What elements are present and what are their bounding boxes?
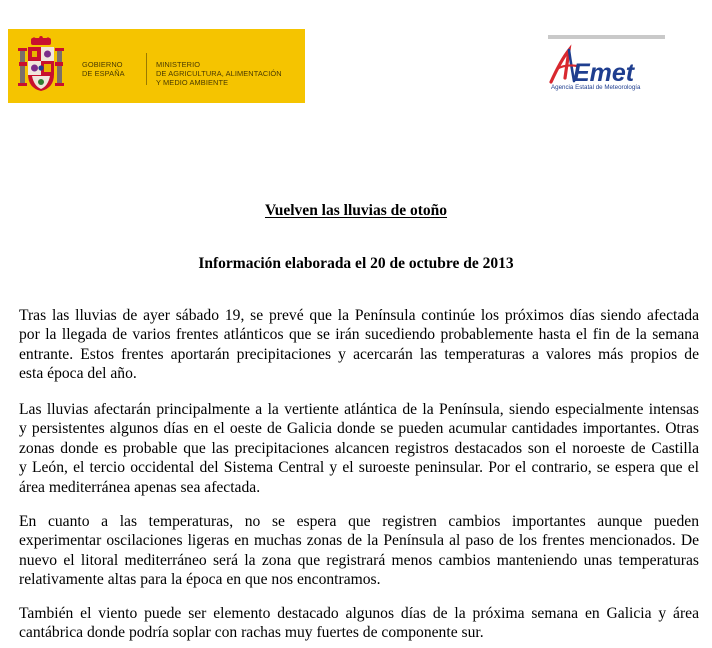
ministerio-text — [156, 61, 282, 87]
gobierno-logo-banner — [8, 29, 305, 103]
svg-text:Emet: Emet — [573, 59, 635, 87]
coat-of-arms-icon — [18, 36, 64, 96]
ministerio-line: MINISTERIO — [156, 60, 201, 69]
paragraph-2 — [19, 400, 699, 497]
gobierno-line: GOBIERNO — [82, 60, 123, 69]
paragraph-line: En cuanto a las temperaturas, no se espera que registren cambios importantes aunque pueden — [19, 513, 699, 530]
paragraph-line: nuevo el litoral mediterráneo será la zona que registrará menos cambios manteniendo unas temperaturas — [19, 551, 699, 569]
paragraph-line: por la llegada de varios frentes atlánticos que se irán sucediendo probablemente hasta el fin de la semana — [19, 326, 699, 344]
paragraph-1 — [19, 306, 699, 384]
paragraph-line: y persistentes algunos días en el oeste de Galicia donde se pueden acumular cantidades importantes. Otras — [19, 420, 699, 438]
gobierno-line: DE ESPAÑA — [82, 68, 125, 78]
paragraph-line: esta época del año. — [19, 365, 137, 383]
ministerio-line: DE AGRICULTURA, ALIMENTACIÓN — [156, 68, 282, 78]
paragraph-line: área mediterránea apenas sea afectada. — [19, 478, 261, 496]
document-title: Vuelven las lluvias de otoño — [264, 202, 448, 219]
paragraph-line: y León, el tercio occidental del Sistema Central y el suroeste peninsular. Por el contrario, se espera que el — [19, 459, 699, 477]
paragraph-line: También el viento puede ser elemento destacado algunos días de la próxima semana en Galicia y área — [19, 605, 699, 622]
ministerio-line: Y MEDIO AMBIENTE — [156, 77, 229, 87]
paragraph-line: entrante. Estos frentes aportarán precipitaciones y acercarán las temperaturas a valores más propios de — [19, 345, 699, 363]
paragraph-line: Tras las lluvias de ayer sábado 19, se prevé que la Península continúe los próximos días siendo afectada — [19, 307, 699, 324]
paragraph-4 — [19, 604, 699, 643]
paragraph-line: zonas donde es probable que las precipitaciones alcancen registros destacados son el noroeste de Castilla — [19, 439, 699, 457]
paragraph-line: experimentar oscilaciones ligeras en muchas zonas de la Península al paso de los frentes mencionados. De — [19, 532, 699, 550]
aemet-subtitle: Agencia Estatal de Meteorología — [551, 84, 641, 91]
paragraph-line: relativamente altas para la época en que nos encontramos. — [19, 571, 381, 589]
paragraph-3 — [19, 512, 699, 590]
paragraph-line: Las lluvias afectarán principalmente a la vertiente atlántica de la Península, siendo especialmente intensas — [19, 401, 699, 418]
aemet-top-bar — [548, 35, 665, 39]
paragraph-line: cantábrica donde podría soplar con rachas muy fuertes de componente sur. — [19, 624, 484, 642]
gobierno-text — [82, 61, 125, 79]
document-subtitle: Información elaborada el 20 de octubre de 2013 — [198, 255, 514, 272]
logo-divider — [146, 53, 147, 85]
